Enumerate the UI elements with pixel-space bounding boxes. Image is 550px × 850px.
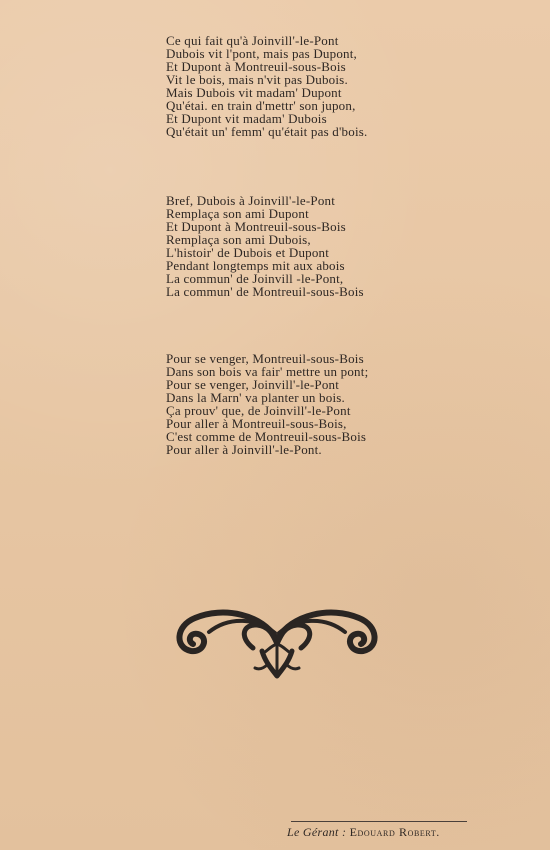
poem-line: Remplaça son ami Dubois, bbox=[166, 232, 311, 247]
poem-line: Dans la Marn' va planter un bois. bbox=[166, 390, 345, 405]
poem-line: Pour se venger, Joinvill'-le-Pont bbox=[166, 377, 340, 392]
manager-name: Edouard Robert. bbox=[349, 825, 440, 839]
poem-line: Ce qui fait qu'à Joinvill'-le-Pont bbox=[166, 33, 339, 48]
poem-line: Qu'étai. en train d'mettr' son jupon, bbox=[166, 98, 356, 113]
poem-line: Dans son bois va fair' mettre un pont; bbox=[166, 364, 369, 379]
manager-label: Le Gérant : bbox=[287, 825, 347, 839]
poem-line: La commun' de Montreuil-sous-Bois bbox=[166, 284, 364, 299]
stanza-2 bbox=[166, 194, 364, 298]
footer-rule bbox=[291, 821, 467, 822]
poem-line: Dubois vit l'pont, mais pas Dupont, bbox=[166, 46, 357, 61]
poem-line: L'histoir' de Dubois et Dupont bbox=[166, 245, 330, 260]
poem-line: Et Dupont vit madam' Dubois bbox=[166, 111, 327, 126]
poem-line: La commun' de Joinvill -le-Pont, bbox=[166, 271, 344, 286]
poem-line: Pendant longtemps mit aux abois bbox=[166, 258, 345, 273]
poem-line: Et Dupont à Montreuil-sous-Bois bbox=[166, 59, 346, 74]
footer bbox=[287, 826, 440, 838]
ornament-icon bbox=[167, 590, 387, 682]
poem-line: Pour se venger, Montreuil-sous-Bois bbox=[166, 351, 364, 366]
poem-line: Pour aller à Joinvill'-le-Pont. bbox=[166, 442, 322, 457]
poem-line: Vit le bois, mais n'vit pas Dubois. bbox=[166, 72, 348, 87]
stanza-1 bbox=[166, 34, 367, 138]
stanza-3 bbox=[166, 352, 368, 456]
poem-line: Remplaça son ami Dupont bbox=[166, 206, 309, 221]
poem-line: C'est comme de Montreuil-sous-Bois bbox=[166, 429, 367, 444]
poem-line: Mais Dubois vit madam' Dupont bbox=[166, 85, 342, 100]
poem-line: Et Dupont à Montreuil-sous-Bois bbox=[166, 219, 346, 234]
poem-line: Pour aller à Montreuil-sous-Bois, bbox=[166, 416, 347, 431]
poem-line: Bref, Dubois à Joinvill'-le-Pont bbox=[166, 193, 336, 208]
poem-line: Ça prouv' que, de Joinvill'-le-Pont bbox=[166, 403, 351, 418]
poem-line: Qu'était un' femm' qu'était pas d'bois. bbox=[166, 124, 368, 139]
